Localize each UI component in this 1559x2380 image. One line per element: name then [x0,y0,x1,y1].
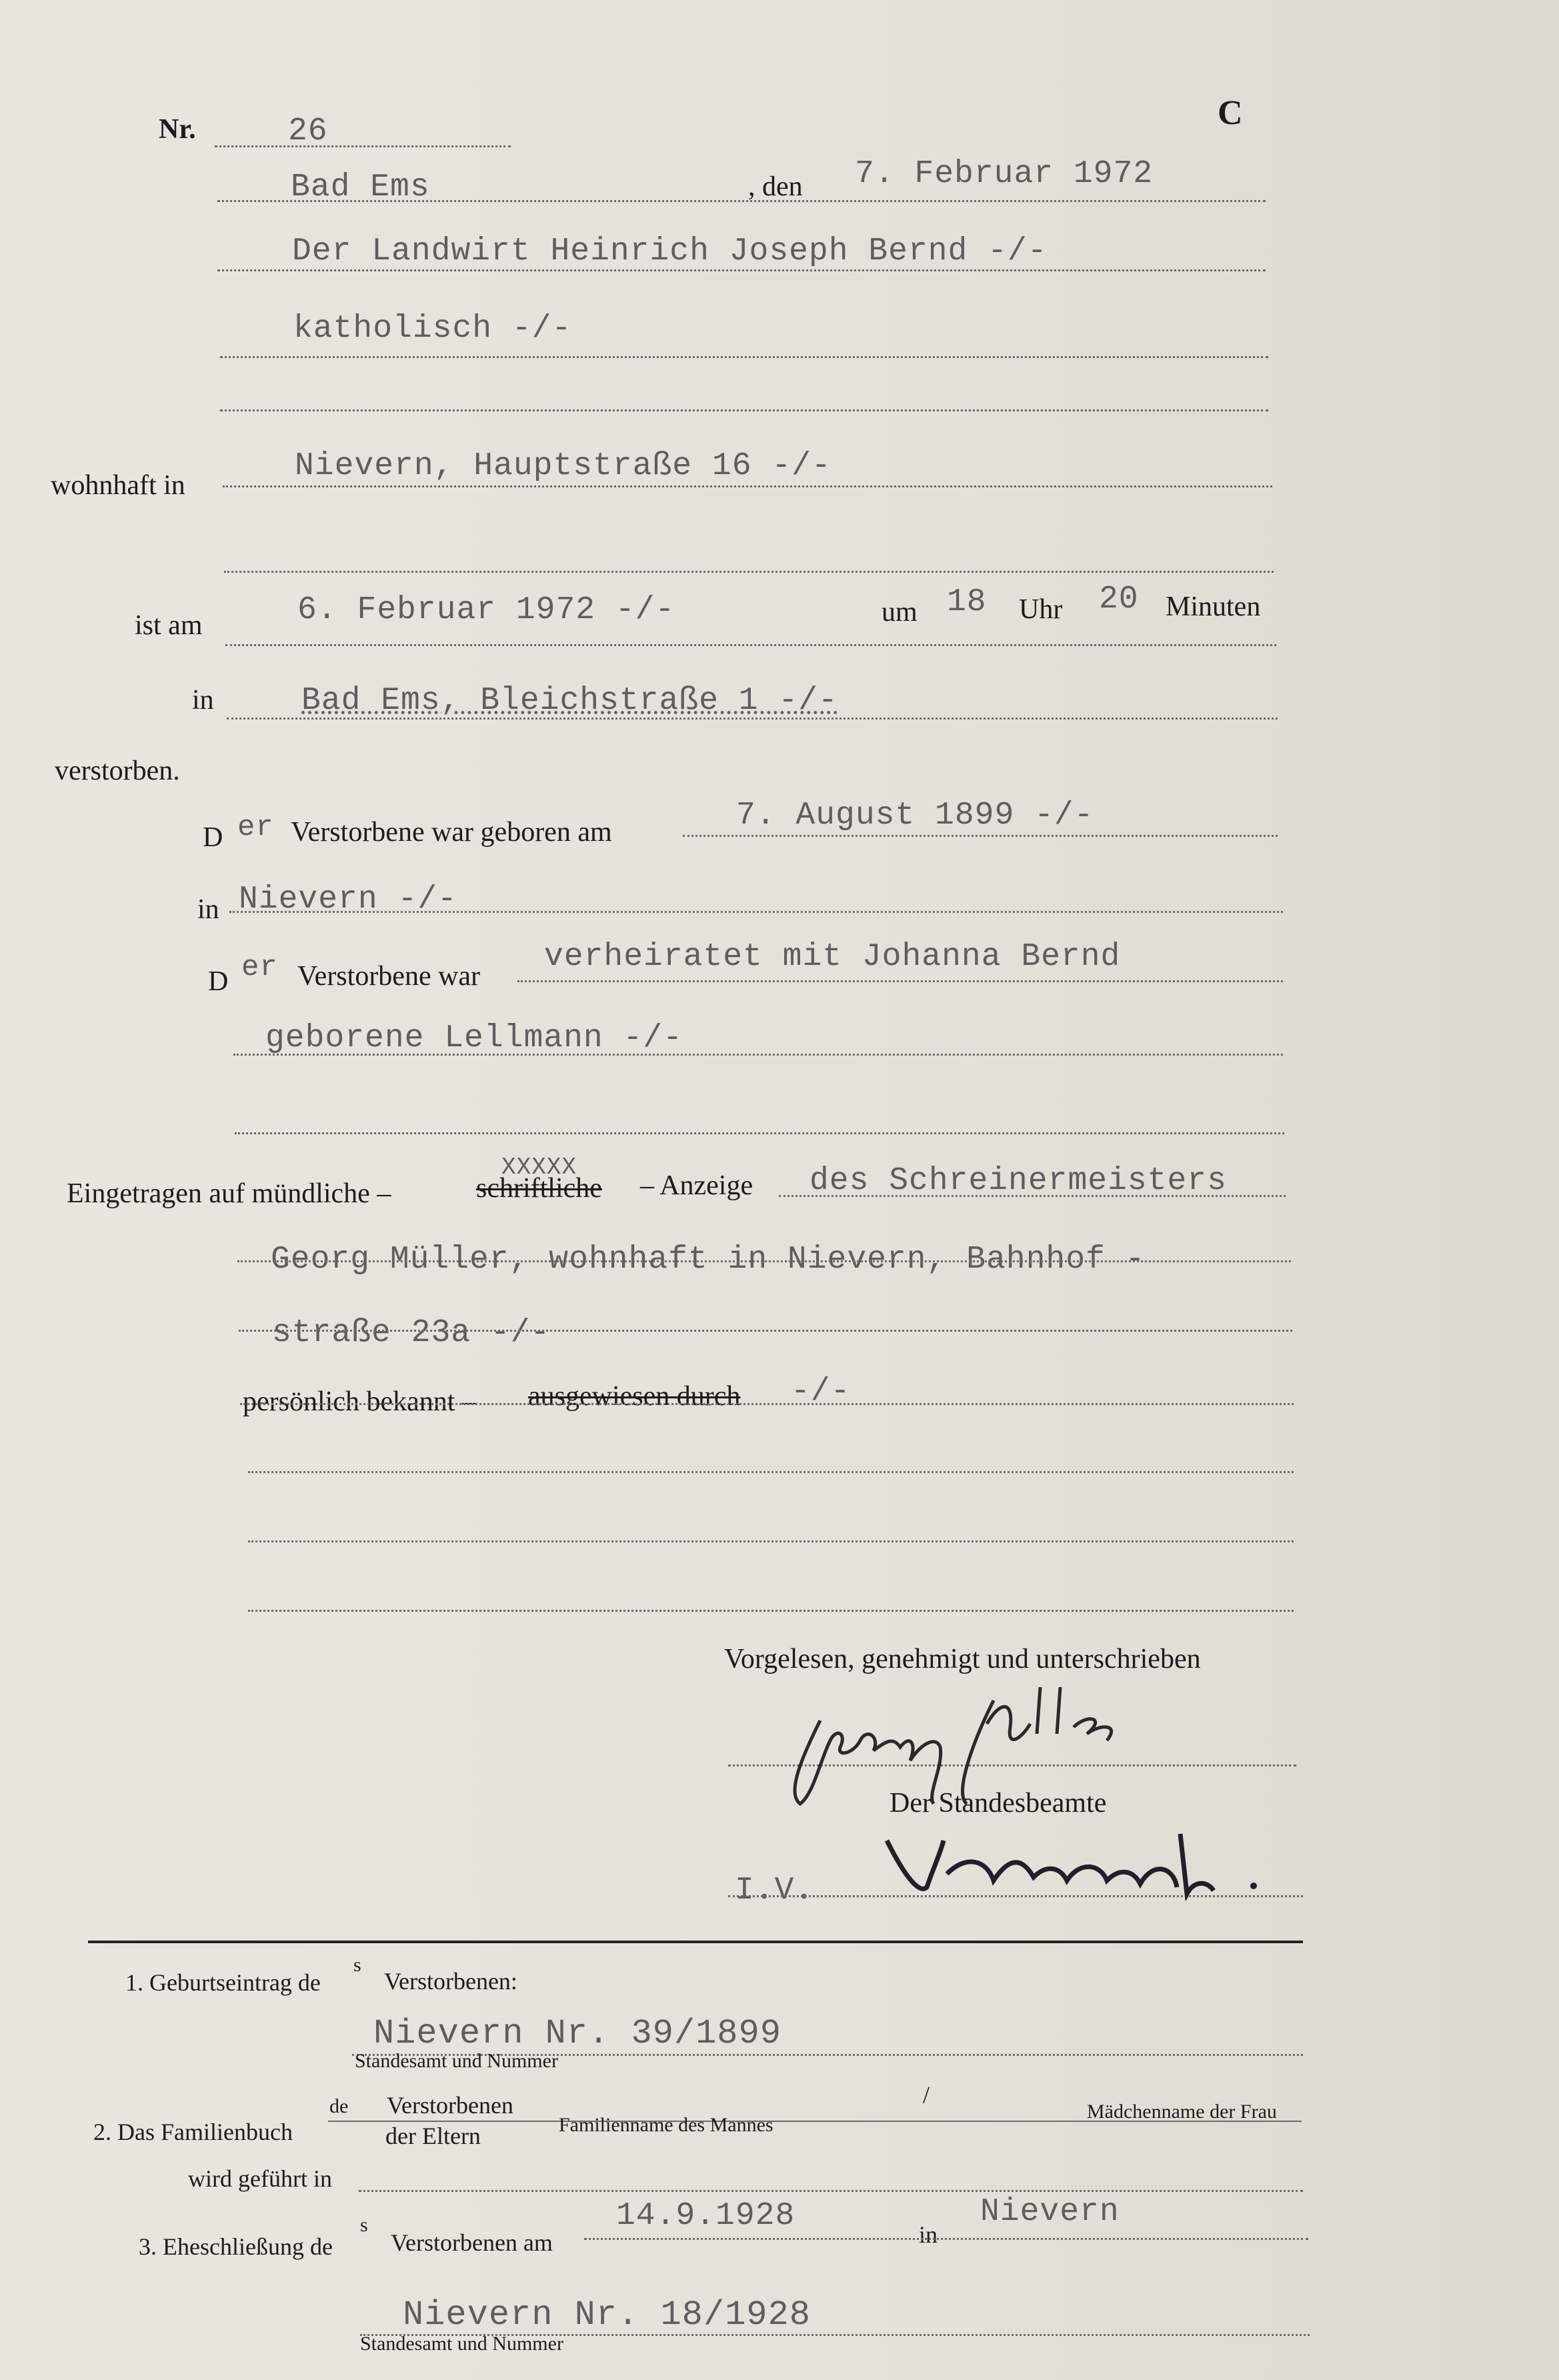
verstorben-label: verstorben. [55,756,180,786]
uhr-label: Uhr [1019,594,1063,625]
geboren-label: Verstorbene war geboren am [291,817,612,848]
identity-rule-4 [248,1610,1294,1612]
geboren-label-d: D [203,822,223,853]
entry-number: 26 [288,113,328,149]
item3-place: Nievern [980,2194,1120,2230]
identity-rule-3 [248,1540,1294,1542]
section-divider [88,1941,1303,1943]
gender-suffix-1: er [237,811,274,844]
person-line-3-rule [220,409,1268,411]
person-line-1-rule [217,269,1266,271]
item3-rule [584,2238,1308,2240]
schriftliche-label-struck: schriftliche [476,1173,602,1204]
person-line-1: Der Landwirt Heinrich Joseph Bernd -/- [292,233,1048,269]
informant-signature [773,1660,1187,1807]
registrar-signature [880,1814,1267,1901]
item2-wird-label: wird geführt in [188,2165,332,2192]
status-label-d: D [208,966,229,997]
item3-rest: Verstorbenen am [391,2229,553,2256]
item2-bottom: der Eltern [385,2123,481,2149]
item2-wird-rule [359,2190,1303,2192]
identity-rule-1 [240,1403,1294,1405]
residence-rule-2 [224,571,1274,573]
gender-suffix-2: er [241,951,278,984]
ausgewiesen-label-struck: ausgewiesen durch [528,1381,741,1412]
death-hour: 18 [947,584,987,620]
strike-overtype: XXXXX [501,1154,577,1181]
informant-rule-1 [779,1195,1286,1197]
item2-de: de [329,2095,349,2117]
residence-value: Nievern, Hauptstraße 16 -/- [295,448,832,484]
minuten-label: Minuten [1166,591,1261,622]
item3-value: Nievern Nr. 18/1928 [403,2295,811,2335]
entry-date: 7. Februar 1972 [855,156,1154,192]
birth-date-rule [683,835,1278,837]
birth-date: 7. August 1899 -/- [736,798,1094,834]
death-place: Bad Ems, Bleichstraße 1 -/- [301,683,838,719]
vorgelesen-label: Vorgelesen, genehmigt und unterschrieben [724,1644,1201,1674]
informant-line-1: des Schreinermeisters [810,1163,1227,1199]
item3-date: 14.9.1928 [616,2198,796,2234]
entry-place: Bad Ems [291,169,430,205]
standesbeamte-label: Der Standesbeamte [890,1788,1107,1819]
item2-label: 2. Das Familienbuch [93,2119,293,2145]
item2-top: Verstorbenen [387,2092,513,2119]
item3-in-label: in [919,2221,938,2248]
death-place-rule [227,718,1278,720]
item1-label: 1. Geburtseintrag de [125,1969,321,1996]
item2-fam-label: Familienname des Mannes [559,2114,773,2136]
identity-rule-2 [248,1471,1294,1473]
item1-value: Nievern Nr. 39/1899 [373,2014,782,2053]
informant-line-2: Georg Müller, wohnhaft in Nievern, Bahnhof - [271,1242,1146,1278]
eingetragen-label: Eingetragen auf mündliche – [67,1178,391,1209]
person-line-2-rule [220,356,1268,358]
birth-place-rule [229,911,1283,913]
wohnhaft-label: wohnhaft in [51,470,185,501]
iv-mark: I.V. [735,1873,815,1909]
marital-rule-3 [235,1132,1284,1134]
person-line-2: katholisch -/- [293,311,572,347]
item1-rest: Verstorbenen: [384,1968,517,1995]
informant-rule-2 [237,1260,1291,1262]
item2-slash: / [923,2081,930,2108]
item3-suffix: s [360,2214,368,2236]
marital-rule-1 [517,980,1283,982]
den-label: , den [748,171,803,202]
standesamt-label-1: Standesamt und Nummer [355,2050,558,2072]
um-label: um [882,597,918,628]
ist-am-label: ist am [135,610,203,641]
marital-line-1: verheiratet mit Johanna Bernd [544,939,1121,975]
marital-rule-2 [233,1054,1283,1056]
residence-rule [223,485,1272,487]
form-corner-letter: C [1218,94,1243,132]
death-minute: 20 [1099,581,1139,618]
nr-label: Nr. [159,114,196,145]
standesamt-label-2: Standesamt und Nummer [360,2333,563,2355]
status-label: Verstorbene war [297,961,481,992]
item2-maiden-label: Mädchenname der Frau [1087,2101,1277,2123]
death-in-label: in [192,685,214,716]
death-date-rule [225,644,1276,646]
anzeige-label: – Anzeige [640,1170,753,1201]
marital-line-2: geborene Lellmann -/- [265,1020,683,1056]
item1-suffix: s [353,1954,361,1976]
birth-in-label: in [197,894,219,925]
bekannt-label: persönlich bekannt – [243,1386,476,1417]
item3-label: 3. Eheschließung de [139,2233,333,2260]
informant-line-3: straße 23a -/- [272,1315,551,1351]
death-date: 6. Februar 1972 -/- [297,592,675,628]
nr-line [215,145,511,147]
birth-place: Nievern -/- [239,882,457,918]
identity-suffix: -/- [791,1374,851,1410]
informant-rule-3 [239,1330,1292,1332]
date-line [217,200,1266,202]
